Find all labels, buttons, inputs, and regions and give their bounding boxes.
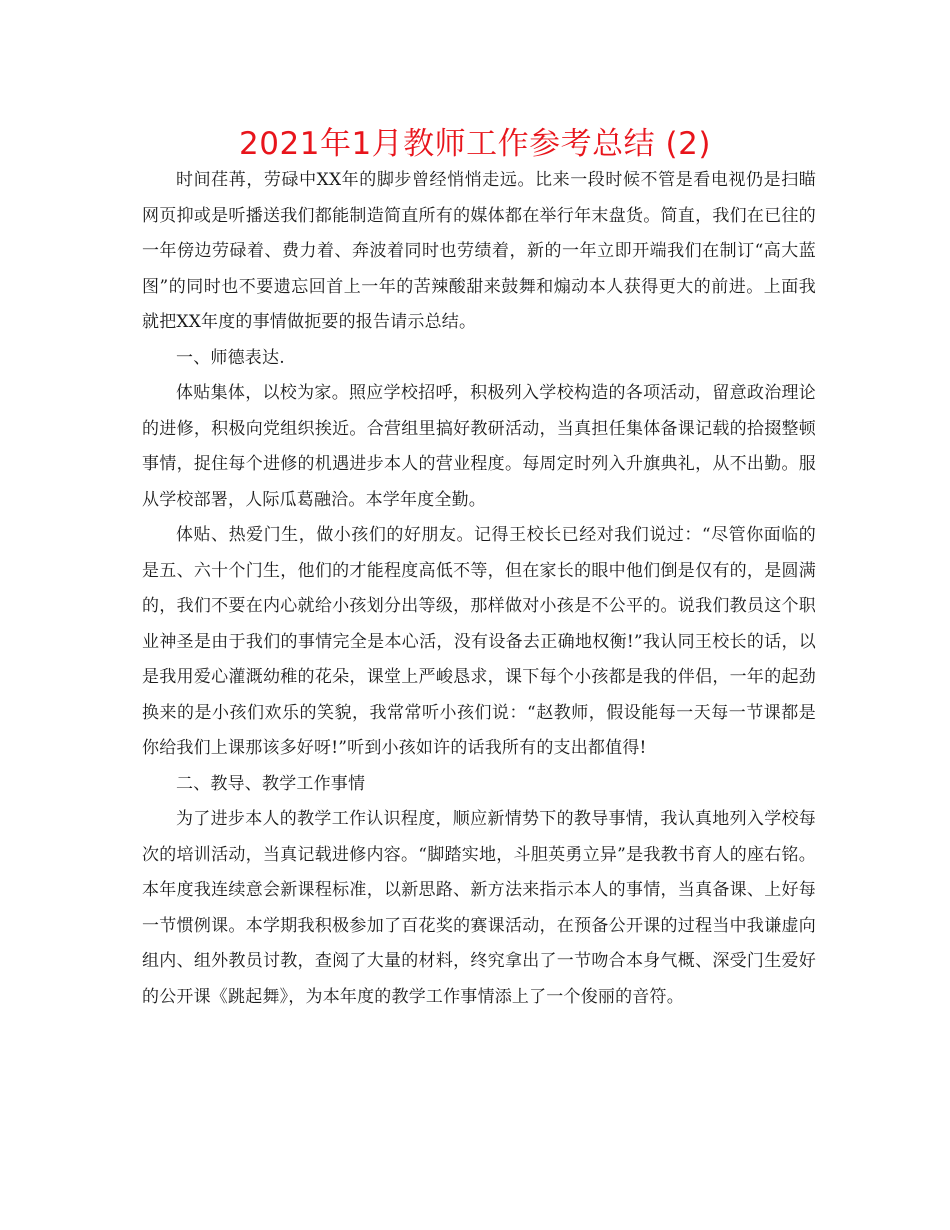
paragraph-intro: 时间荏苒，劳碌中XX年的脚步曾经悄悄走远。比来一段时候不管是看电视仍是扫瞄网页抑或是听播送我们都能制造简直所有的媒体都在举行年末盘货。简直，我们在已往的一年傍边劳碌着、费力着、奔波着同时也劳绩着，新的一年立即开端我们在制订“高大蓝图”的同时也不要遗忘回首上一年的苦辣酸甜来鼓舞和煽动本人获得更大的前进。上面我就把XX年度的事情做扼要的报告请示总结。 — [142, 170, 816, 332]
document-body — [142, 163, 816, 1015]
section-heading-ethics: 一、师德表达. — [176, 347, 285, 368]
document-title: 2021年1月教师工作参考总结 (2) — [239, 126, 711, 162]
paragraph-teaching: 为了进步本人的教学工作认识程度，顺应新情势下的教导事情，我认真地列入学校每次的培训活动，当真记载进修内容。“脚踏实地，斗胆英勇立异”是我教书育人的座右铭。本年度我连续意会新课程标准，以新思路、新方法来指示本人的事情，当真备课、上好每一节惯例课。本学期我积极参加了百花奖的赛课活动，在预备公开课的过程当中我谦虚向组内、组外教员讨教，查阅了大量的材料，终究拿出了一节吻合本身气概、深受门生爱好的公开课《跳起舞》，为本年度的教学工作事情添上了一个俊丽的音符。 — [142, 809, 816, 1007]
paragraph-students: 体贴、热爱门生，做小孩们的好朋友。记得王校长已经对我们说过：“尽管你面临的是五、六十个门生，他们的才能程度高低不等，但在家长的眼中他们倒是仅有的，是圆满的，我们不要在内心就给小孩划分出等级，那样做对小孩是不公平的。说我们教员这个职业神圣是由于我们的事情完全是本心活，没有设备去正确地权衡!”我认同王校长的话，以是我用爱心灌溉幼稚的花朵，课堂上严峻恳求，课下每个小孩都是我的伴侣，一年的起劲换来的是小孩们欢乐的笑貌，我常常听小孩们说：“赵教师，假设能每一天每一节课都是你给我们上课那该多好呀!”听到小孩如许的话我所有的支出都值得! — [142, 525, 816, 758]
section-heading-teaching: 二、教导、教学工作事情 — [176, 773, 366, 794]
paragraph-collective: 体贴集体，以校为家。照应学校招呼，积极列入学校构造的各项活动，留意政治理论的进修，积极向党组织挨近。合营组里搞好教研活动，当真担任集体备课记载的拾掇整顿事情，捉住每个进修的机遇进步本人的营业程度。每周定时列入升旗典礼，从不出勤。服从学校部署，人际瓜葛融洽。本学年度全勤。 — [142, 383, 816, 510]
